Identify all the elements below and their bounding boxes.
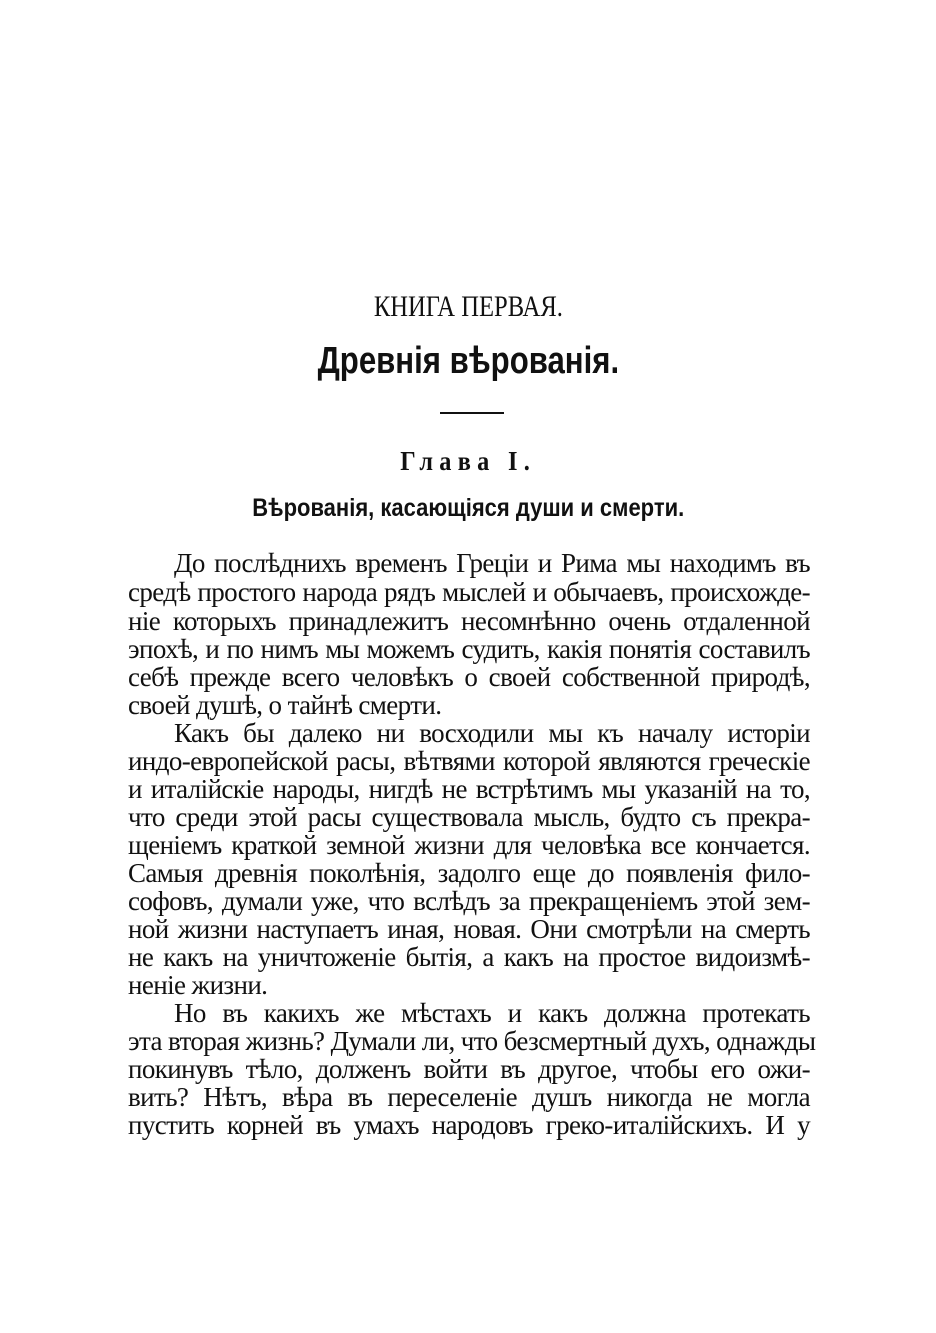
text-line: покинувъ тѣло, долженъ войти въ другое, чтобы его ожи- — [128, 1054, 810, 1084]
text-line: неніе жизни. — [128, 970, 268, 1000]
text-line: ной жизни наступаетъ иная, новая. Они смотрѣли на смерть — [128, 914, 810, 944]
text-line: эта вторая жизнь? Думали ли, что безсмертный духъ, однажды — [128, 1026, 816, 1056]
book-label: КНИГА ПЕРВАЯ. — [373, 290, 563, 323]
text-line: Но въ какихъ же мѣстахъ и какъ должна протекать — [174, 998, 810, 1028]
chapter-label: Глава I. — [400, 446, 537, 476]
text-line: До послѣднихъ временъ Греціи и Рима мы находимъ въ — [174, 548, 810, 578]
title-divider — [440, 412, 504, 414]
text-line: не какъ на уничтоженіе бытія, а какъ на простое видоизмѣ- — [128, 942, 810, 972]
text-line: Какъ бы далеко ни восходили мы къ началу исторіи — [174, 718, 810, 748]
text-line: Самыя древнія поколѣнія, задолго еще до появленія фило- — [128, 858, 810, 888]
text-line: средѣ простого народа рядъ мыслей и обычаевъ, происхожде- — [128, 577, 810, 607]
text-line: что среди этой расы существовала мысль, будто съ прекра- — [128, 802, 810, 832]
chapter-title: Вѣрованія, касающіяся души и смерти. — [252, 494, 685, 522]
text-line: ніе которыхъ принадлежитъ несомнѣнно очень отдаленной — [128, 606, 810, 636]
text-line: и италійскіе народы, нигдѣ не встрѣтимъ мы указаній на то, — [128, 774, 810, 804]
book-title: Древнія вѣрованія. — [317, 340, 620, 382]
text-line: щеніемъ краткой земной жизни для человѣка все кончается. — [128, 830, 810, 860]
text-line: пустить корней въ умахъ народовъ греко-италійскихъ. И у — [128, 1110, 810, 1140]
text-line: себѣ прежде всего человѣкъ о своей собственной природѣ, — [128, 662, 810, 692]
text-line: вить? Нѣтъ, вѣра въ переселеніе душъ никогда не могла — [128, 1082, 810, 1112]
text-line: эпохѣ, и по нимъ мы можемъ судить, какія понятія составилъ — [128, 634, 810, 664]
text-line: своей душѣ, о тайнѣ смерти. — [128, 690, 442, 720]
text-line: софовъ, думали уже, что вслѣдъ за прекращеніемъ этой зем- — [128, 886, 810, 916]
text-line: индо-европейской расы, вѣтвями которой являются греческіе — [128, 746, 810, 776]
